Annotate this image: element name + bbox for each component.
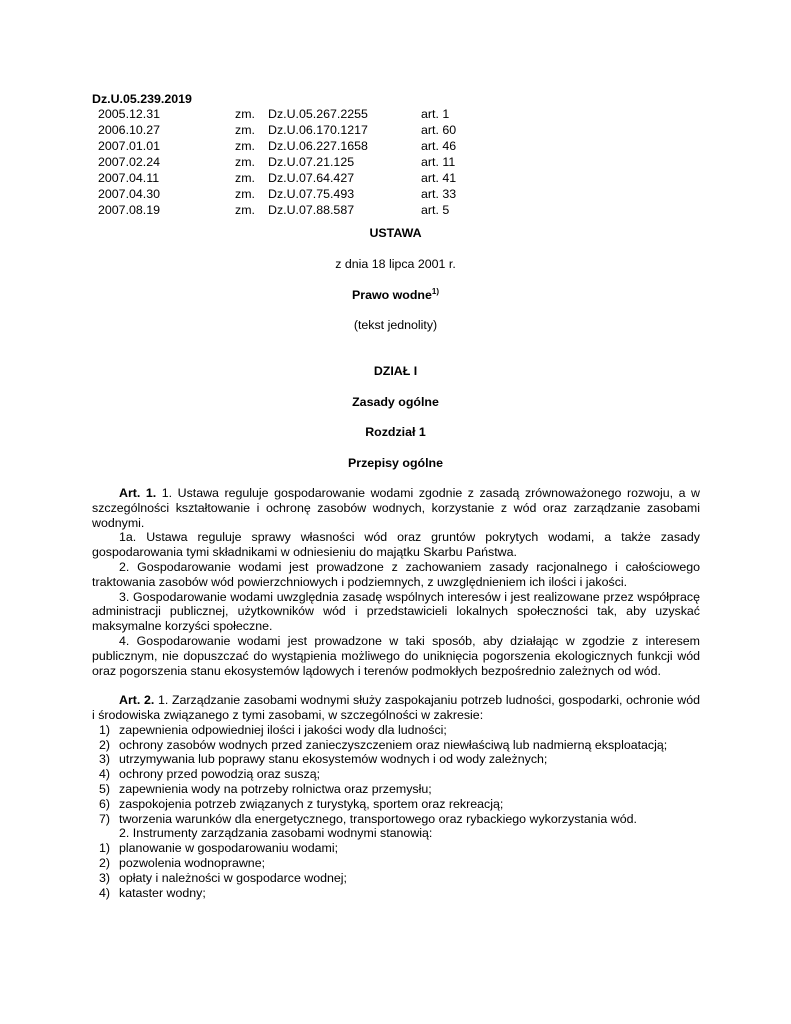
amendment-date: 2007.04.11 (98, 171, 160, 185)
footnote-marker: 1) (431, 287, 439, 296)
amendment-date: 2006.10.27 (98, 123, 161, 137)
list-item (92, 782, 700, 797)
chapter-title: Przepisy ogólne (347, 456, 444, 470)
amendment-row (98, 154, 498, 170)
amendment-date: 2005.12.31 (98, 107, 161, 121)
division-title: Zasady ogólne (352, 395, 439, 409)
amendment-art: art. 41 (421, 171, 457, 185)
amendment-row (98, 138, 498, 154)
list-item-text: ochrony przed powodzią oraz suszą; (119, 767, 321, 782)
list-item-text: zaspokojenia potrzeb związanych z turystyką, sportem oraz rekreacją; (119, 796, 504, 811)
amendment-art: art. 33 (421, 187, 457, 201)
amendment-row (98, 122, 498, 138)
amendment-ref: Dz.U.06.170.1217 (268, 123, 368, 137)
amendment-zm: zm. (235, 139, 255, 153)
list-item (92, 856, 700, 871)
list-item-number: 1) (99, 722, 111, 737)
articles-body (92, 486, 700, 900)
amendment-date: 2007.08.19 (98, 203, 161, 217)
article-1-para-2: 2. Gospodarowanie wodami jest prowadzone z zachowaniem zasady racjonalnego i całościowego traktowania zasobów wód powierzchniowych i podziemnych, z uwzględnieniem ich ilości i jakości. (92, 559, 700, 589)
list-item-number: 1) (99, 841, 111, 856)
article-2-label: Art. 2. (119, 693, 155, 708)
list-item-text: pozwolenia wodnoprawne; (119, 855, 266, 870)
division-heading: DZIAŁ I (373, 364, 418, 378)
list-item-number: 4) (99, 767, 111, 782)
list-item (92, 841, 700, 856)
list-item (92, 797, 700, 812)
amendment-zm: zm. (235, 107, 255, 121)
list-item-number: 3) (99, 752, 111, 767)
article-2-para-1 (92, 693, 700, 723)
amendment-date: 2007.01.01 (98, 139, 161, 153)
list-item (92, 738, 700, 753)
list-item (92, 723, 700, 738)
list-item-text: planowanie w gospodarowaniu wodami; (119, 841, 339, 856)
article-1-para-3: 3. Gospodarowanie wodami uwzględnia zasadę wspólnych interesów i jest realizowane przez współpracę administracji publicznej, użytkowników wód i przedstawicieli lokalnych społeczności tak, aby uzyskać maksymalne korzyści społeczne. (92, 589, 700, 634)
list-item (92, 752, 700, 767)
amendment-zm: zm. (235, 187, 255, 201)
list-item-text: kataster wodny; (119, 885, 206, 900)
amendment-date: 2007.04.30 (98, 187, 161, 201)
amendment-zm: zm. (235, 155, 255, 169)
list-item (92, 812, 700, 827)
list-item-number: 3) (99, 870, 111, 885)
list-item-text: utrzymywania lub poprawy stanu ekosystemów wodnych i od wody zależnych; (119, 752, 548, 767)
spacer (92, 678, 700, 693)
amendment-art: art. 11 (421, 155, 456, 169)
amendments-table (98, 106, 498, 218)
list-item-number: 6) (99, 796, 111, 811)
list-item-number: 7) (99, 811, 111, 826)
journal-reference: Dz.U.05.239.2019 (92, 92, 192, 106)
amendment-art: art. 5 (421, 203, 450, 217)
amendment-zm: zm. (235, 203, 255, 217)
amendment-row (98, 202, 498, 218)
act-date: z dnia 18 lipca 2001 r. (335, 257, 456, 271)
article-1-para-1 (92, 486, 700, 530)
list-item-text: zapewnienia wody na potrzeby rolnictwa oraz przemysłu; (119, 781, 432, 796)
list-item (92, 886, 700, 901)
amendment-row (98, 186, 498, 202)
article-1-para-1-text: 1. Ustawa reguluje gospodarowanie wodami zgodnie z zasadą zrównoważonego rozwoju, a w szczególności kształtowanie i ochronę zasobów wodnych, korzystanie z wód oraz zarządzanie zasobami wodnymi. (92, 486, 700, 530)
amendment-zm: zm. (235, 123, 255, 137)
act-title (0, 288, 791, 302)
article-1-para-1a: 1a. Ustawa reguluje sprawy własności wód oraz gruntów pokrytych wodami, a także zasady gospodarowania tymi składnikami w odniesieniu do majątku Skarbu Państwa. (92, 530, 700, 560)
list-item-number: 2) (99, 855, 111, 870)
amendment-ref: Dz.U.07.75.493 (268, 187, 355, 201)
amendment-art: art. 60 (421, 123, 457, 137)
list-item (92, 767, 700, 782)
list-item-text: ochrony zasobów wodnych przed zanieczyszczeniem oraz niewłaściwą lub nadmierną eksploatacją; (119, 737, 668, 752)
amendment-ref: Dz.U.07.64.427 (268, 171, 355, 185)
amendment-ref: Dz.U.05.267.2255 (268, 107, 368, 121)
list-item-text: zapewnienia odpowiedniej ilości i jakości wody dla ludności; (119, 722, 447, 737)
article-2-para-1-text: 1. Zarządzanie zasobami wodnymi służy zaspokajaniu potrzeb ludności, gospodarki, ochronie wód i środowiska związanego z tymi zasobami, w szczególności w zakresie: (92, 693, 700, 722)
list-item-number: 4) (99, 885, 111, 900)
amendment-zm: zm. (235, 171, 255, 185)
list-item-text: tworzenia warunków dla energetycznego, transportowego oraz rybackiego wykorzystania wód. (119, 811, 637, 826)
act-type-heading: USTAWA (369, 226, 422, 240)
article-2-para-2: 2. Instrumenty zarządzania zasobami wodnymi stanowią: (119, 826, 433, 841)
chapter-heading: Rozdział 1 (365, 425, 426, 439)
amendment-row (98, 170, 498, 186)
list-item-text: opłaty i należności w gospodarce wodnej; (119, 870, 347, 885)
article-1-para-4: 4. Gospodarowanie wodami jest prowadzone w taki sposób, aby działając w zgodzie z interesem publicznym, nie dopuszczać do wystąpienia możliwego do uniknięcia pogorszenia ekologicznych funkcji wód oraz pogorszenia stanu ekosystemów lądowych i terenów podmokłych bezpośrednio zależnych od wód. (92, 633, 700, 678)
amendment-date: 2007.02.24 (98, 155, 161, 169)
amendment-art: art. 1 (421, 107, 450, 121)
act-note: (tekst jednolity) (353, 318, 438, 332)
article-1-label: Art. 1. (119, 486, 157, 500)
list-item (92, 871, 700, 886)
amendment-ref: Dz.U.06.227.1658 (268, 139, 368, 153)
amendment-art: art. 46 (421, 139, 457, 153)
act-title-text: Prawo wodne (352, 288, 432, 302)
amendment-row (98, 106, 498, 122)
amendment-ref: Dz.U.07.88.587 (268, 203, 355, 217)
list-item-number: 5) (99, 781, 111, 796)
amendment-ref: Dz.U.07.21.125 (268, 155, 355, 169)
list-item-number: 2) (99, 737, 111, 752)
